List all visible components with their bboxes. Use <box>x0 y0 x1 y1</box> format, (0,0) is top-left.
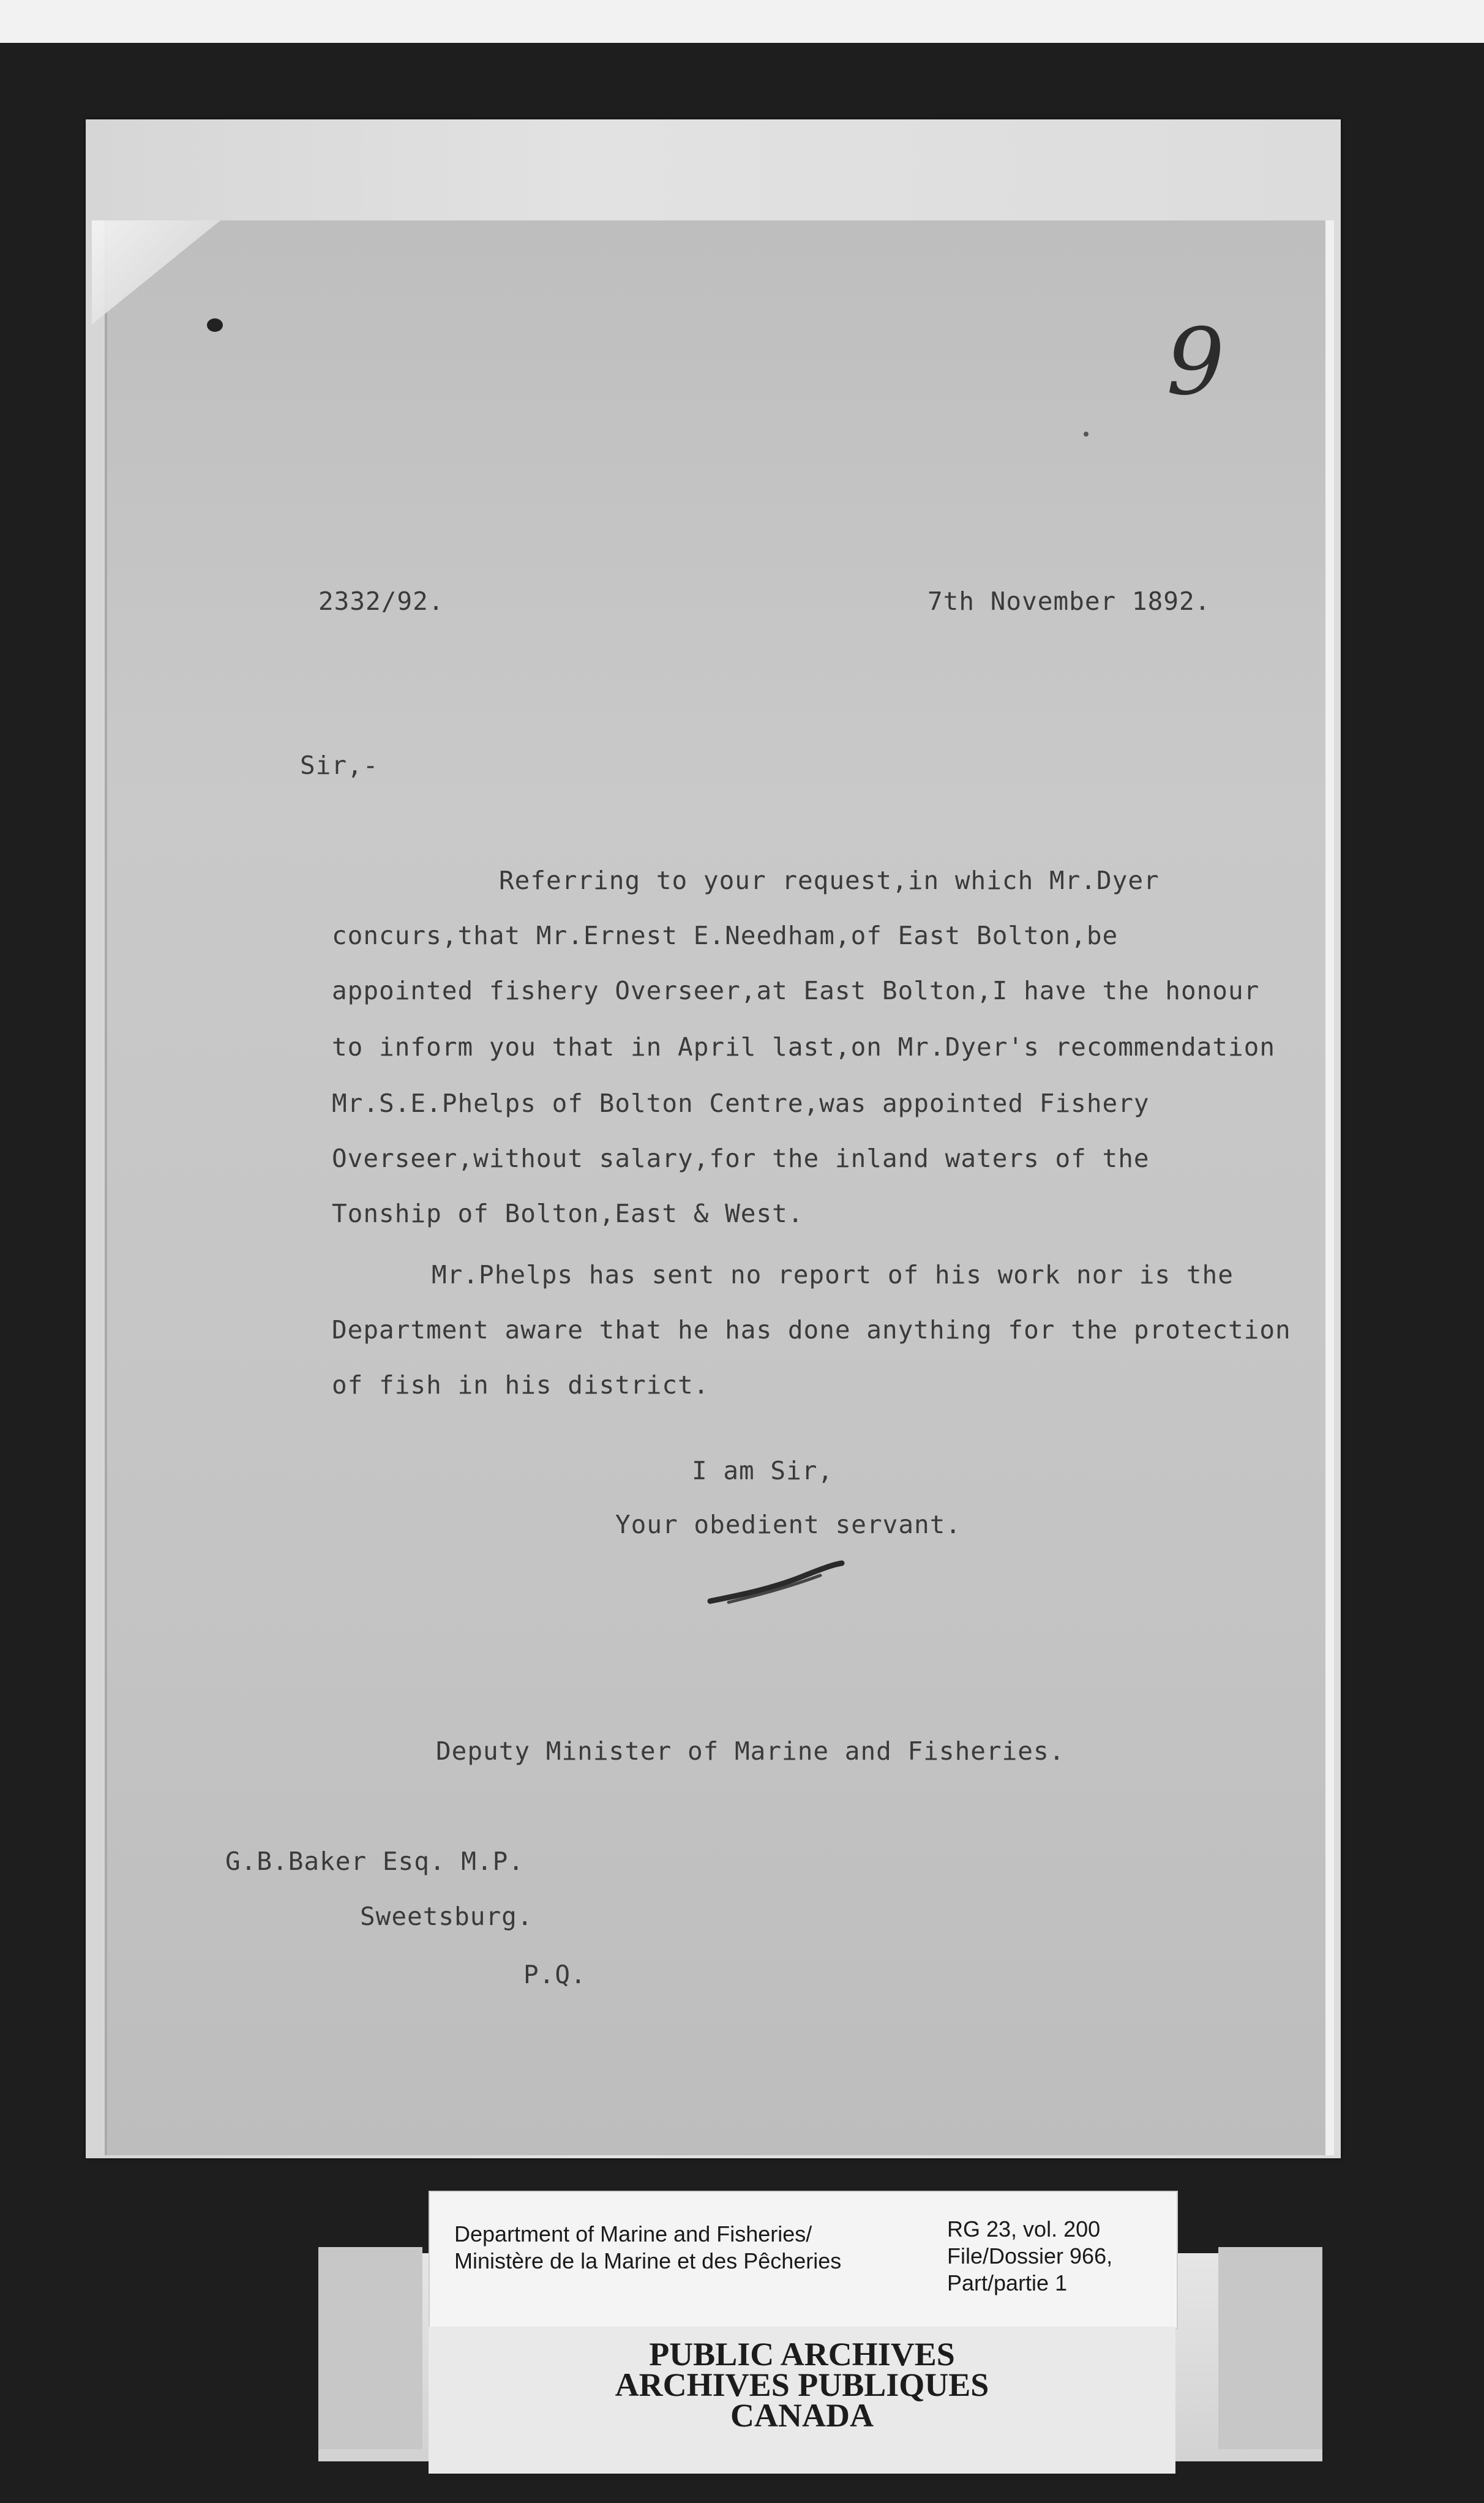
body-line-5: Mr.S.E.Phelps of Bolton Centre,was appointed Fishery <box>332 1089 1150 1118</box>
body-line-7: Tonship of Bolton,East & West. <box>332 1199 804 1228</box>
body-line-8: Mr.Phelps has sent no report of his work nor is the <box>432 1260 1234 1289</box>
file-reference: 2332/92. <box>318 587 444 616</box>
letter-date: 7th November 1892. <box>928 587 1211 616</box>
closing-line-2: Your obedient servant. <box>615 1510 962 1539</box>
body-line-3: appointed fishery Overseer,at East Bolton,I have the honour <box>332 976 1260 1005</box>
top-edge-band <box>0 0 1484 43</box>
body-line-2: concurs,that Mr.Ernest E.Needham,of East Bolton,be <box>332 921 1119 950</box>
folio-number: 9 <box>1166 309 1225 416</box>
salutation: Sir,- <box>300 751 379 780</box>
addressee-province: P.Q. <box>523 1960 586 1989</box>
label-reference-3: Part/partie 1 <box>947 2270 1068 2295</box>
stamp-line-3: CANADA <box>730 2397 874 2434</box>
label-reference-1: RG 23, vol. 200 <box>947 2216 1101 2242</box>
body-line-4: to inform you that in April last,on Mr.Dyer's recommendation <box>332 1032 1276 1062</box>
ink-spot <box>207 318 223 332</box>
addressee-name: G.B.Baker Esq. M.P. <box>225 1847 524 1876</box>
body-line-6: Overseer,without salary,for the inland waters of the <box>332 1144 1150 1173</box>
addressee-town: Sweetsburg. <box>360 1902 533 1931</box>
body-line-9: Department aware that he has done anything for the protection <box>332 1315 1291 1345</box>
body-line-10: of fish in his district. <box>332 1370 710 1400</box>
stamp-tab-left <box>318 2247 422 2449</box>
ink-speck <box>1084 432 1089 437</box>
signature-mark <box>704 1558 845 1613</box>
body-line-1: Referring to your request,in which Mr.Dyer <box>499 866 1160 895</box>
label-department-fr: Ministère de la Marine et des Pêcheries <box>454 2248 842 2273</box>
stamp-line-2: ARCHIVES PUBLIQUES <box>615 2366 989 2403</box>
stamp-line-1: PUBLIC ARCHIVES <box>649 2336 955 2373</box>
label-department-en: Department of Marine and Fisheries/ <box>454 2221 812 2246</box>
closing-line-1: I am Sir, <box>692 1456 834 1485</box>
label-reference-2: File/Dossier 966, <box>947 2243 1113 2268</box>
stamp-tab-right <box>1218 2247 1322 2449</box>
archive-stamp <box>429 2327 1175 2474</box>
archive-label <box>429 2191 1178 2329</box>
signatory-title: Deputy Minister of Marine and Fisheries. <box>436 1736 1065 1766</box>
